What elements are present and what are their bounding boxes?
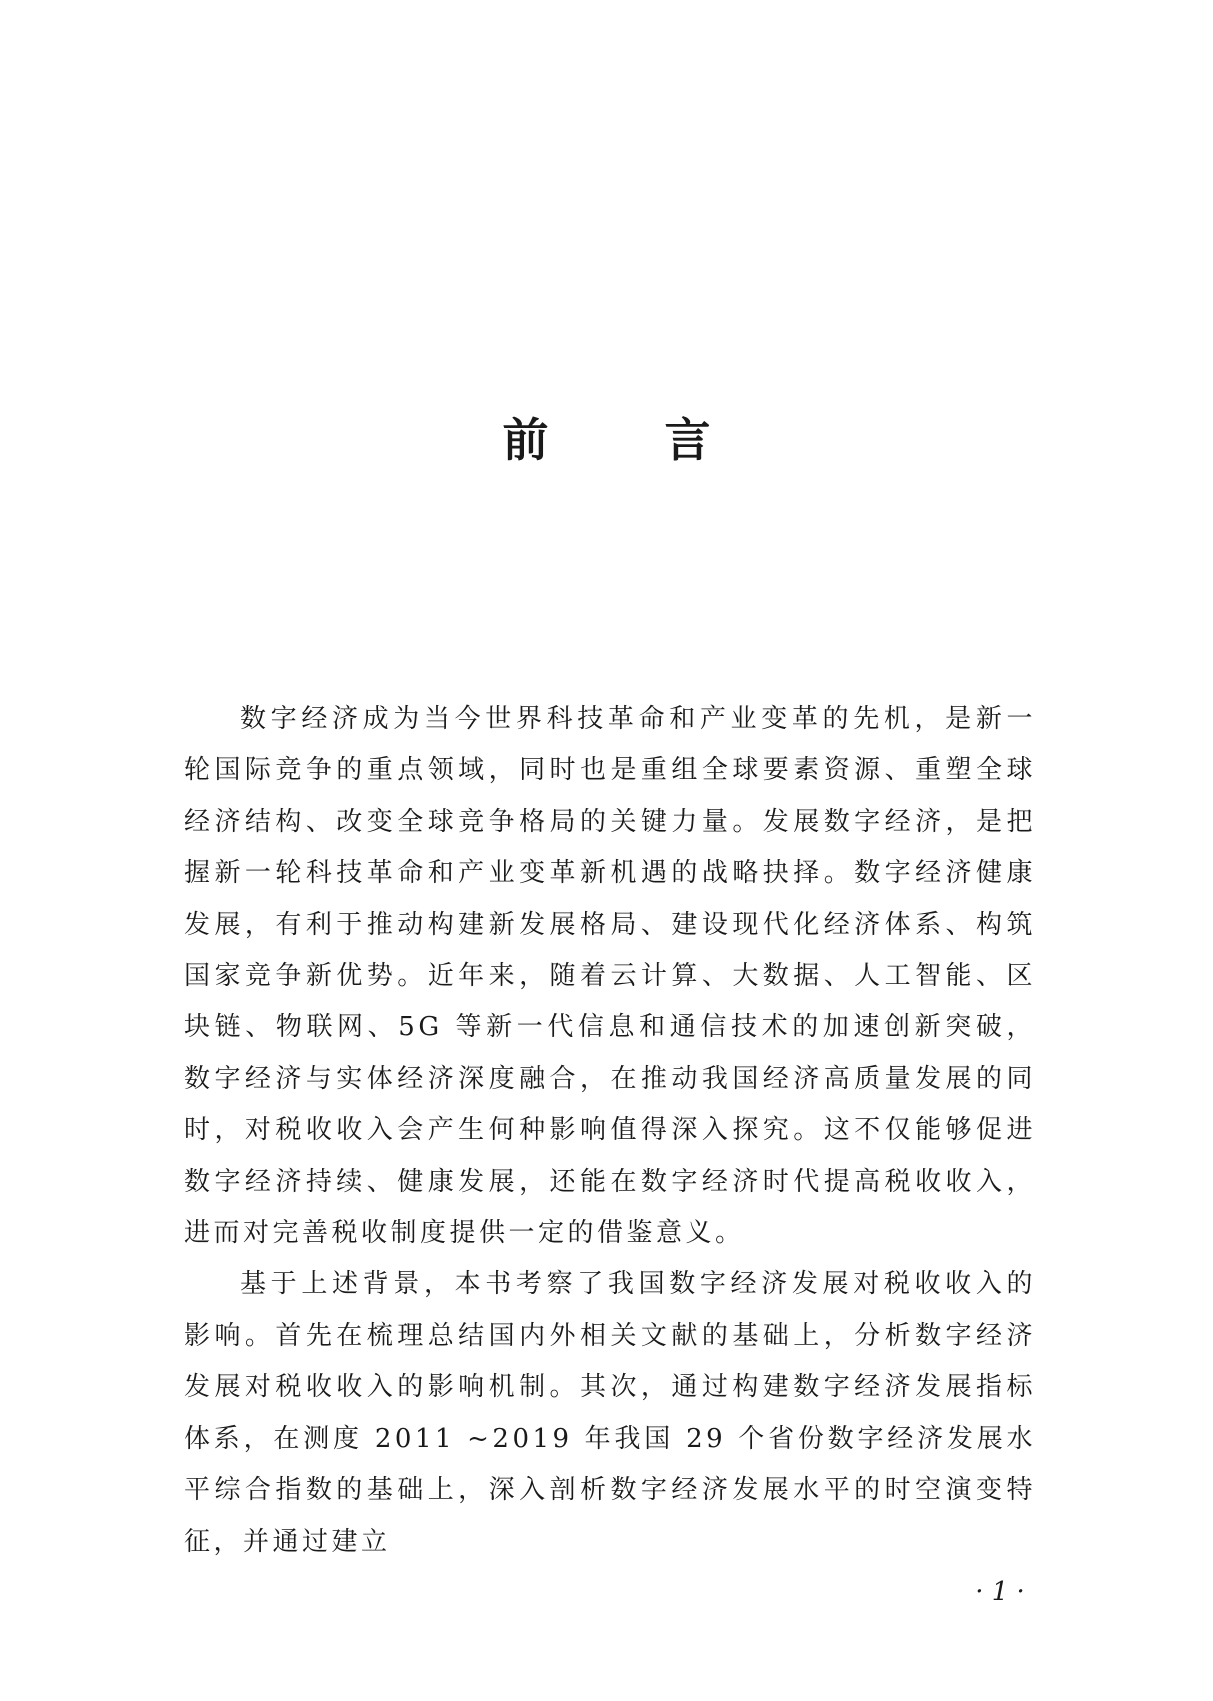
document-body: [184, 694, 1036, 1568]
page-number: · 1 ·: [975, 1577, 1025, 1607]
paragraph: 基于上述背景，本书考察了我国数字经济发展对税收收入的影响。首先在梳理总结国内外相关文献的基础上，分析数字经济发展对税收收入的影响机制。其次，通过构建数字经济发展指标体系，在测度 2011 ~2019 年我国 29 个省份数字经济发展水平综合指数的基础上，深入剖析数字经济发展水平的时空演变特征，并通过建立: [184, 1269, 1036, 1557]
paragraph: 数字经济成为当今世界科技革命和产业变革的先机，是新一轮国际竞争的重点领域，同时也是重组全球要素资源、重塑全球经济结构、改变全球竞争格局的关键力量。发展数字经济，是把握新一轮科技革命和产业变革新机遇的战略抉择。数字经济健康发展，有利于推动构建新发展格局、建设现代化经济体系、构筑国家竞争新优势。近年来，随着云计算、大数据、人工智能、区块链、物联网、5G 等新一代信息和通信技术的加速创新突破，数字经济与实体经济深度融合，在推动我国经济高质量发展的同时，对税收收入会产生何种影响值得深入探究。这不仅能够促进数字经济持续、健康发展，还能在数字经济时代提高税收收入，进而对完善税收制度提供一定的借鉴意义。: [184, 704, 1036, 1249]
page-title: 前 言: [502, 413, 761, 467]
